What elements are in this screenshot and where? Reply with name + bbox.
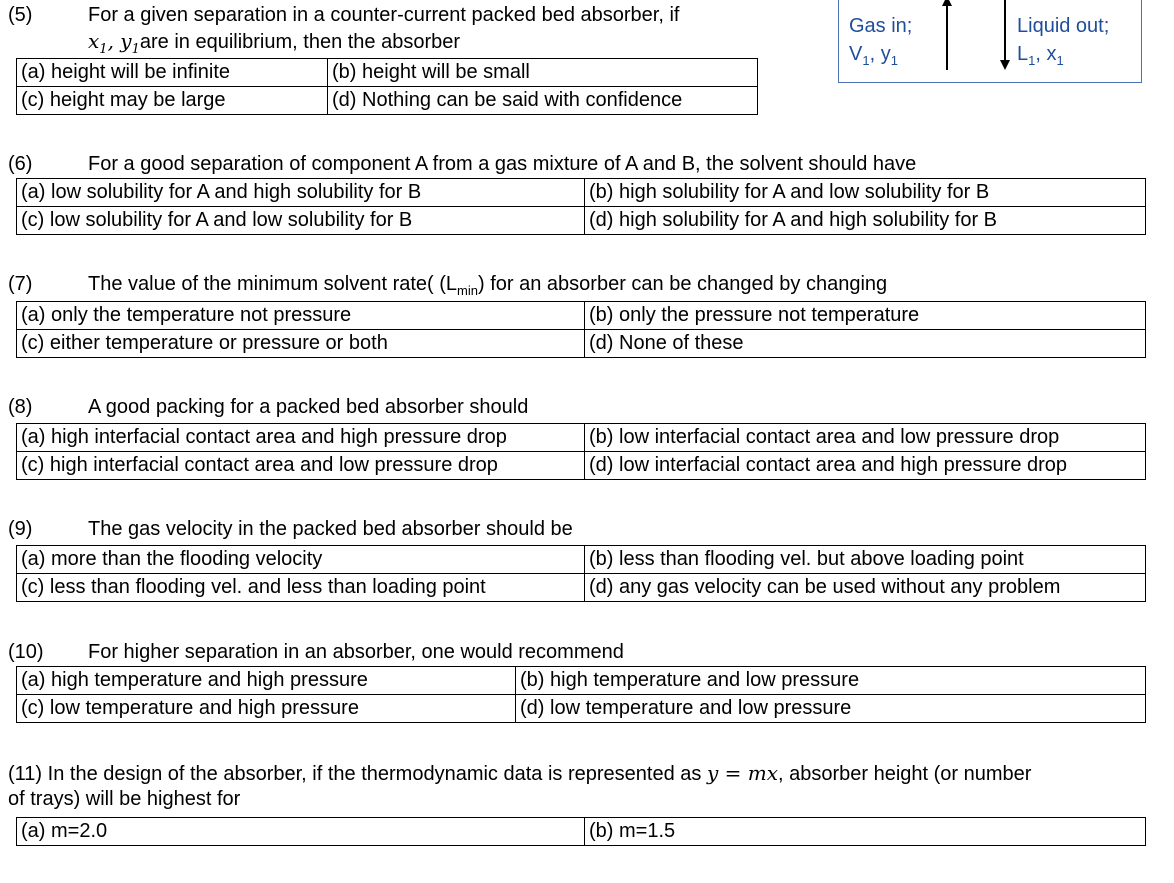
option-d[interactable]: (d) high solubility for A and high solubility for B bbox=[585, 207, 1146, 235]
option-a[interactable]: (a) m=2.0 bbox=[17, 818, 585, 846]
option-c[interactable]: (c) height may be large bbox=[17, 87, 328, 115]
option-c[interactable]: (c) low solubility for A and low solubility for B bbox=[17, 207, 585, 235]
option-b[interactable]: (b) height will be small bbox=[328, 59, 758, 87]
option-b[interactable]: (b) high temperature and low pressure bbox=[516, 667, 1146, 695]
question-number: (10) bbox=[8, 641, 44, 663]
option-c[interactable]: (c) high interfacial contact area and low pressure drop bbox=[17, 452, 585, 480]
option-c[interactable]: (c) either temperature or pressure or both bbox=[17, 330, 585, 358]
option-d[interactable]: (d) None of these bbox=[585, 330, 1146, 358]
options-table-7 bbox=[16, 301, 1146, 358]
liquid-out-arrow-icon bbox=[997, 0, 1013, 72]
question-number: (7) bbox=[8, 273, 33, 295]
options-table-5 bbox=[16, 58, 758, 115]
gas-in-arrow-icon bbox=[939, 0, 955, 72]
option-a[interactable]: (a) high temperature and high pressure bbox=[17, 667, 516, 695]
question-text: For a given separation in a counter-current packed bed absorber, if bbox=[88, 4, 680, 26]
option-a[interactable]: (a) only the temperature not pressure bbox=[17, 302, 585, 330]
option-b[interactable]: (b) low interfacial contact area and low pressure drop bbox=[585, 424, 1146, 452]
option-b[interactable]: (b) only the pressure not temperature bbox=[585, 302, 1146, 330]
options-table-9 bbox=[16, 545, 1146, 602]
question-11 bbox=[8, 760, 1031, 812]
question-text: The gas velocity in the packed bed absorber should be bbox=[88, 518, 573, 540]
option-d[interactable]: (d) low temperature and low pressure bbox=[516, 695, 1146, 723]
absorber-diagram bbox=[838, 0, 1142, 83]
question-text-line2: of trays) will be highest for bbox=[8, 788, 241, 810]
question-number: (6) bbox=[8, 153, 33, 175]
options-table-6 bbox=[16, 178, 1146, 235]
option-c[interactable]: (c) less than flooding vel. and less than loading point bbox=[17, 574, 585, 602]
question-text: A good packing for a packed bed absorber should bbox=[88, 396, 529, 418]
option-b[interactable]: (b) less than flooding vel. but above loading point bbox=[585, 546, 1146, 574]
question-number: (9) bbox=[8, 518, 33, 540]
options-table-10 bbox=[16, 666, 1146, 723]
question-number: (8) bbox=[8, 396, 33, 418]
question-number: (5) bbox=[8, 4, 33, 26]
option-a[interactable]: (a) height will be infinite bbox=[17, 59, 328, 87]
option-d[interactable]: (d) any gas velocity can be used without any problem bbox=[585, 574, 1146, 602]
option-b[interactable]: (b) m=1.5 bbox=[585, 818, 1146, 846]
question-text-line2: $x_1$, $y_1are$ in equilibrium, then the absorber bbox=[88, 29, 461, 57]
option-a[interactable]: (a) more than the flooding velocity bbox=[17, 546, 585, 574]
gas-in-label: Gas in; $V_1$, $y_1$ bbox=[849, 15, 913, 68]
option-a[interactable]: (a) high interfacial contact area and high pressure drop bbox=[17, 424, 585, 452]
question-text: (11) In the design of the absorber, if the thermodynamic data is represented as y = mx, absorber height (or number bbox=[8, 761, 1032, 785]
question-5 bbox=[8, 2, 680, 57]
question-text: The value of the minimum solvent rate( $(L_{min})$ for an absorber can be changed by changing bbox=[88, 273, 888, 298]
option-b[interactable]: (b) high solubility for A and low solubility for B bbox=[585, 179, 1146, 207]
option-a[interactable]: (a) low solubility for A and high solubility for B bbox=[17, 179, 585, 207]
question-text: For higher separation in an absorber, one would recommend bbox=[88, 641, 624, 663]
option-d[interactable]: (d) low interfacial contact area and high pressure drop bbox=[585, 452, 1146, 480]
option-c[interactable]: (c) low temperature and high pressure bbox=[17, 695, 516, 723]
options-table-8 bbox=[16, 423, 1146, 480]
options-table-11 bbox=[16, 817, 1146, 846]
question-text: For a good separation of component A from a gas mixture of A and B, the solvent should have bbox=[88, 153, 917, 175]
liquid-out-label: Liquid out; $L_1$, $x_1$ bbox=[1017, 15, 1110, 68]
option-d[interactable]: (d) Nothing can be said with confidence bbox=[328, 87, 758, 115]
